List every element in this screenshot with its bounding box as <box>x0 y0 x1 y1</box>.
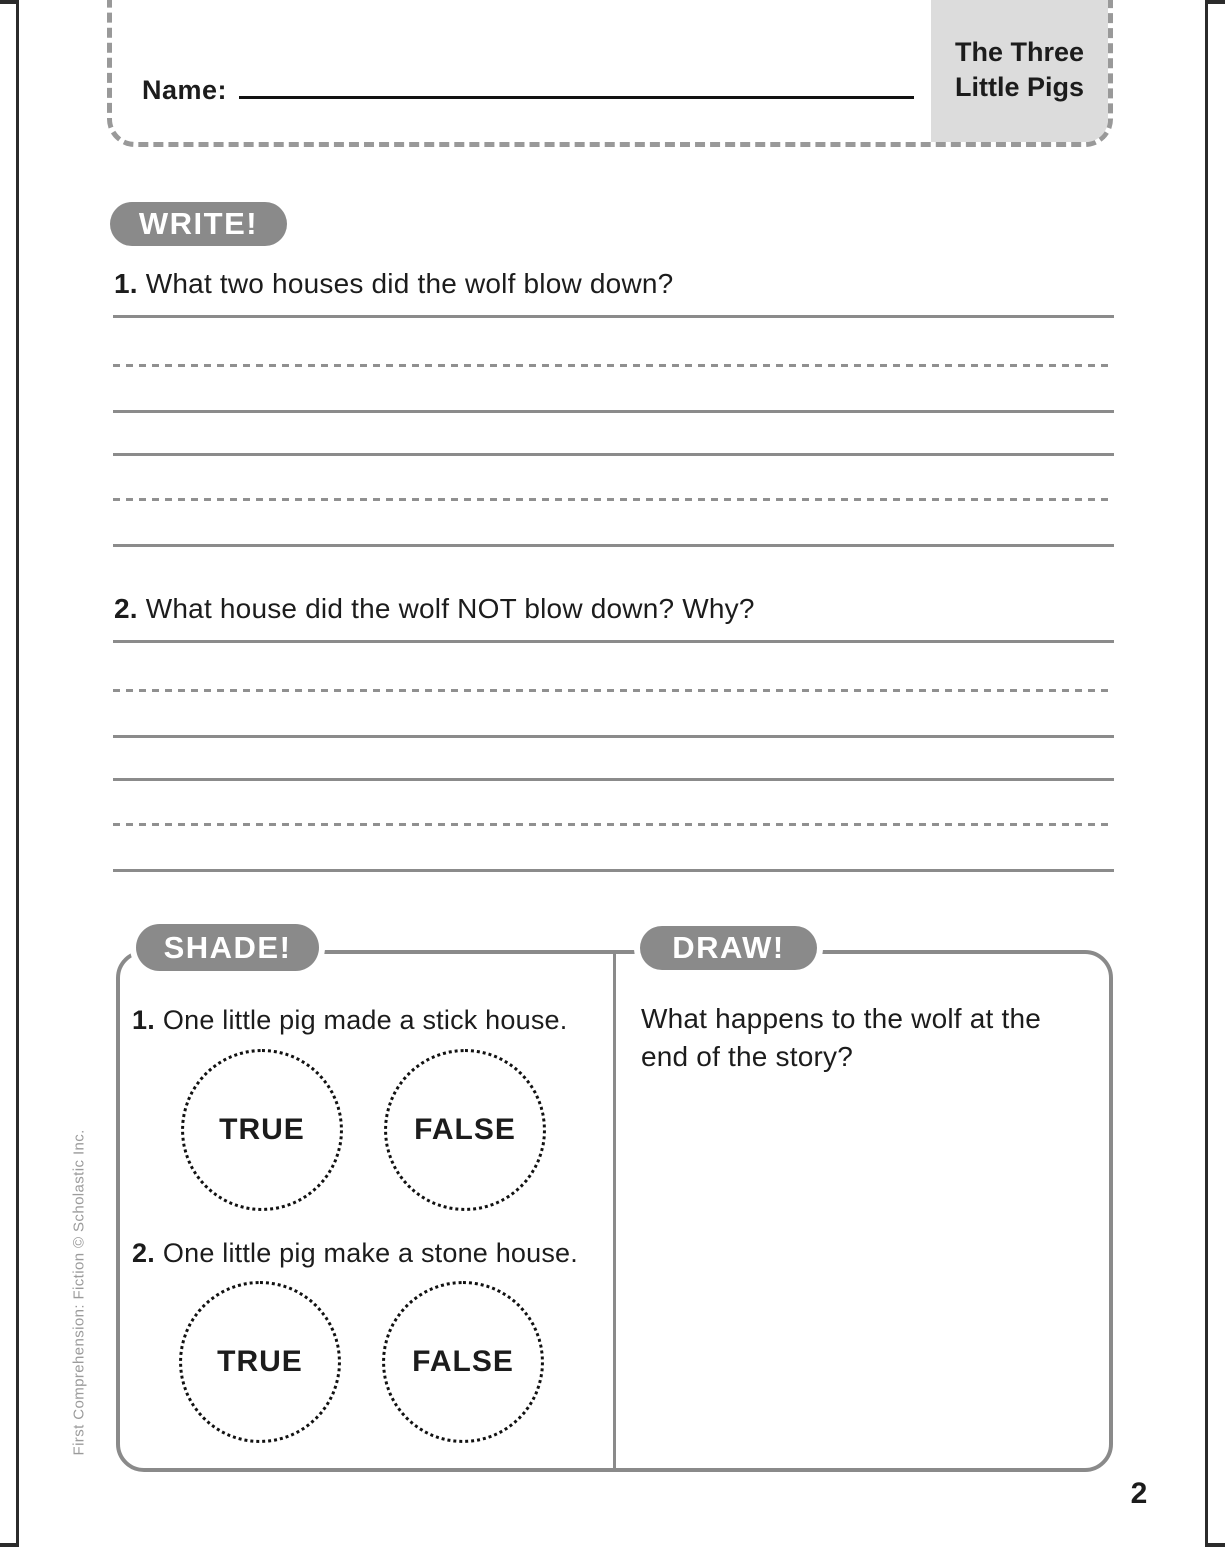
write-question-2 <box>114 593 755 625</box>
shade-heading-pill: SHADE! <box>136 924 319 971</box>
writing-line-dashed <box>113 823 1114 826</box>
question-number: 1. <box>114 268 138 299</box>
draw-prompt: What happens to the wolf at the end of the story? <box>641 1003 1042 1072</box>
writing-line-dashed <box>113 689 1114 692</box>
draw-heading-pill: DRAW! <box>640 926 817 970</box>
copyright-sidebar-text: First Comprehension: Fiction © Scholastic Inc. <box>70 1129 88 1456</box>
draw-area[interactable] <box>619 1085 1104 1465</box>
answer-area-1[interactable] <box>113 305 1114 557</box>
writing-line-solid <box>113 735 1114 738</box>
question-text: What house did the wolf NOT blow down? Why? <box>145 593 755 624</box>
shade-statement-1 <box>132 1005 567 1036</box>
writing-line-solid <box>113 315 1114 318</box>
statement-text: One little pig make a stone house. <box>162 1238 578 1268</box>
name-input-line[interactable] <box>239 62 914 99</box>
worksheet-title <box>931 0 1108 142</box>
worksheet-title-line1: The Three <box>954 37 1085 67</box>
statement-number: 1. <box>132 1005 155 1035</box>
page-frame <box>16 0 1208 1547</box>
shade-statement-2 <box>132 1238 578 1269</box>
writing-line-solid <box>113 453 1114 456</box>
false-circle-1[interactable]: FALSE <box>384 1049 546 1211</box>
writing-line-solid <box>113 869 1114 872</box>
writing-line-solid <box>113 410 1114 413</box>
question-text: What two houses did the wolf blow down? <box>145 268 674 299</box>
writing-line-dashed <box>113 364 1114 367</box>
answer-area-2[interactable] <box>113 630 1114 882</box>
write-heading-pill: WRITE! <box>110 202 287 246</box>
question-number: 2. <box>114 593 138 624</box>
true-circle-1[interactable]: TRUE <box>181 1049 343 1211</box>
writing-line-solid <box>113 640 1114 643</box>
statement-number: 2. <box>132 1238 155 1268</box>
write-question-1 <box>114 268 673 300</box>
true-circle-2[interactable]: TRUE <box>179 1281 341 1443</box>
name-label: Name: <box>142 75 228 105</box>
name-row <box>142 62 914 106</box>
writing-line-solid <box>113 778 1114 781</box>
statement-text: One little pig made a stick house. <box>162 1005 568 1035</box>
writing-line-dashed <box>113 498 1114 501</box>
name-header-box <box>107 0 1113 147</box>
writing-line-solid <box>113 544 1114 547</box>
section-divider <box>613 954 616 1468</box>
page-number: 2 <box>1130 1477 1148 1510</box>
false-circle-2[interactable]: FALSE <box>382 1281 544 1443</box>
worksheet-title-line2: Little Pigs <box>954 72 1084 102</box>
